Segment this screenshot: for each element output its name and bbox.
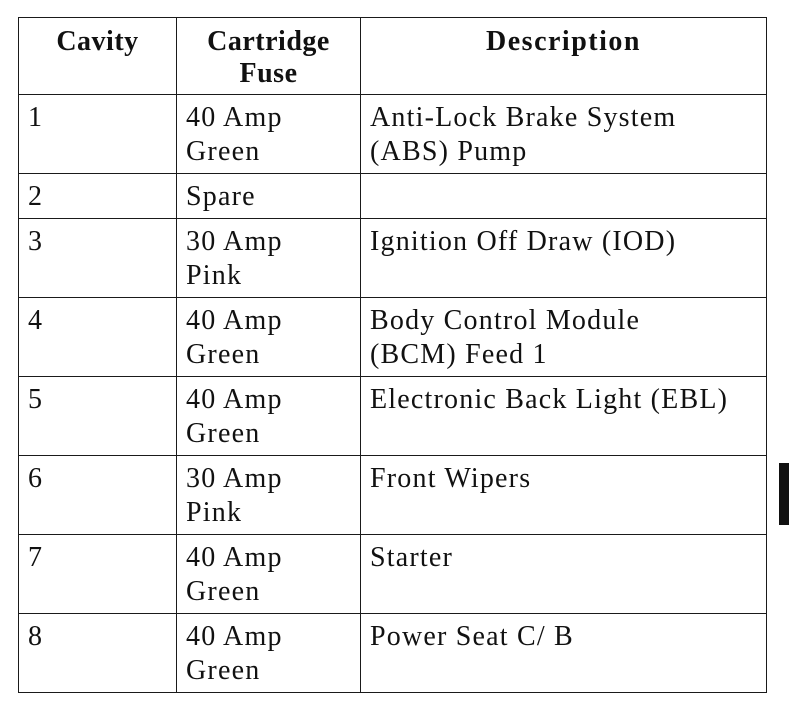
table-row <box>19 298 767 377</box>
description-cell <box>361 219 767 298</box>
fuse-color: Pink <box>186 497 243 528</box>
header-fuse-line1: Cartridge <box>207 26 330 57</box>
fuse-cell <box>177 298 361 377</box>
fuse-color: Green <box>186 339 261 370</box>
fuse-rating: 40 Amp <box>186 621 283 652</box>
fuse-color: Green <box>186 136 261 167</box>
description-cell <box>361 174 767 219</box>
description-line: Electronic Back Light (EBL) <box>370 384 729 415</box>
cavity-cell: 4 <box>19 298 177 377</box>
table-row <box>19 377 767 456</box>
description-cell <box>361 456 767 535</box>
header-cavity: Cavity <box>19 18 177 95</box>
header-fuse-line2: Fuse <box>239 58 298 89</box>
table-row <box>19 535 767 614</box>
description-line: Power Seat C/ B <box>370 621 574 652</box>
fuse-rating: 30 Amp <box>186 463 283 494</box>
cavity-cell: 3 <box>19 219 177 298</box>
fuse-cell <box>177 95 361 174</box>
table-row <box>19 456 767 535</box>
fuse-cell <box>177 535 361 614</box>
fuse-color: Pink <box>186 260 243 291</box>
table-row <box>19 219 767 298</box>
fuse-rating: Spare <box>186 181 256 212</box>
description-line: Ignition Off Draw (IOD) <box>370 226 677 257</box>
fuse-color: Green <box>186 576 261 607</box>
table-row <box>19 614 767 693</box>
fuse-rating: 40 Amp <box>186 102 283 133</box>
description-line: Body Control Module <box>370 305 641 336</box>
fuse-cell <box>177 456 361 535</box>
fuse-rating: 40 Amp <box>186 305 283 336</box>
fuse-color: Green <box>186 655 261 686</box>
description-cell <box>361 614 767 693</box>
fuse-cell <box>177 174 361 219</box>
fuse-rating: 30 Amp <box>186 226 283 257</box>
description-cell <box>361 95 767 174</box>
cavity-cell: 7 <box>19 535 177 614</box>
cavity-cell: 5 <box>19 377 177 456</box>
cavity-cell: 1 <box>19 95 177 174</box>
fuse-rating: 40 Amp <box>186 542 283 573</box>
cavity-cell: 8 <box>19 614 177 693</box>
fuse-table <box>18 17 767 693</box>
table-row <box>19 95 767 174</box>
header-row <box>19 18 767 95</box>
description-line: (ABS) Pump <box>370 136 528 167</box>
cavity-cell: 2 <box>19 174 177 219</box>
description-cell <box>361 377 767 456</box>
table-row <box>19 174 767 219</box>
fuse-cell <box>177 614 361 693</box>
page-edge-tab <box>779 463 789 525</box>
description-line: Anti-Lock Brake System <box>370 102 677 133</box>
fuse-rating: 40 Amp <box>186 384 283 415</box>
description-cell <box>361 535 767 614</box>
header-cartridge-fuse <box>177 18 361 95</box>
header-description: Description <box>361 18 767 95</box>
description-line: (BCM) Feed 1 <box>370 339 548 370</box>
cavity-cell: 6 <box>19 456 177 535</box>
description-cell <box>361 298 767 377</box>
description-line: Starter <box>370 542 454 573</box>
fuse-cell <box>177 219 361 298</box>
description-line: Front Wipers <box>370 463 532 494</box>
fuse-color: Green <box>186 418 261 449</box>
fuse-cell <box>177 377 361 456</box>
